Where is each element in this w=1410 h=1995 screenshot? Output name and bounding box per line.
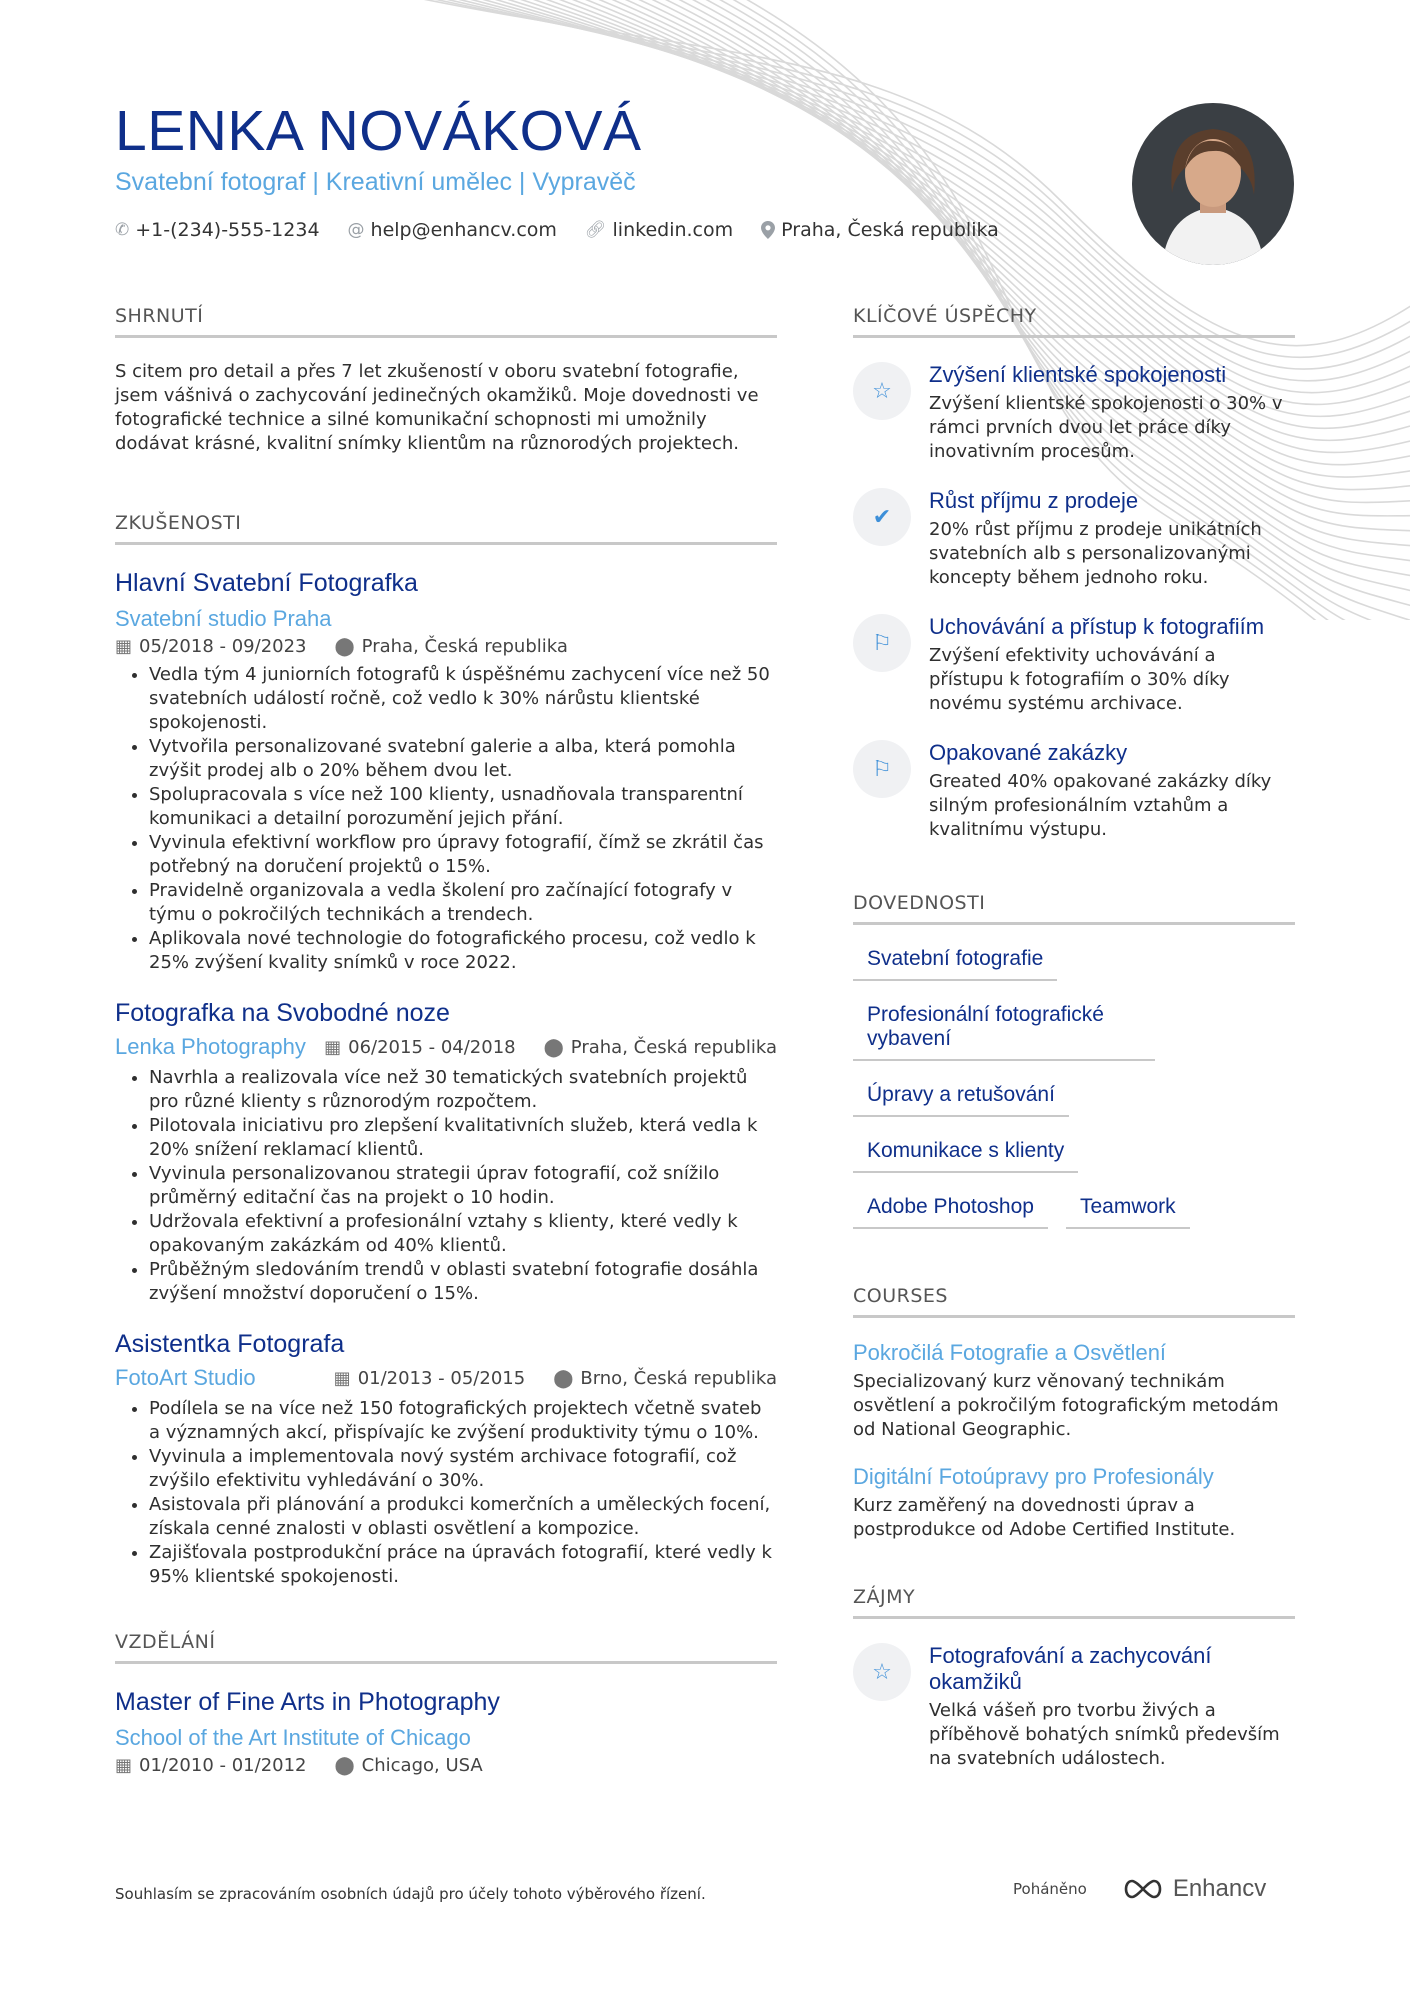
achievement-item: [853, 614, 1295, 716]
job-dates: 01/2013 - 05/2015: [357, 1367, 526, 1389]
summary-title: SHRNUTÍ: [115, 305, 777, 338]
skill-tag: Svatební fotografie: [853, 947, 1057, 981]
job-role: Hlavní Svatební Fotografka: [115, 569, 418, 597]
location-pin-icon: ⬤: [334, 636, 355, 657]
list-item: • Vyvinula personalizovanou strategii úprav fotografií, což snížilo průměrný editační čas na projekt o 10 hodin.: [149, 1162, 777, 1210]
job-meta: [334, 1368, 777, 1389]
course-text: Kurz zaměřený na dovednosti úprav a postprodukce od Adobe Certified Institute.: [853, 1495, 1236, 1540]
education-dates: 01/2010 - 01/2012: [139, 1755, 307, 1776]
check-icon: ✔: [853, 488, 911, 546]
list-item: • Spolupracovala s více než 100 klienty, usnadňovala transparentní komunikaci a detailní porozumění jejich přání.: [149, 783, 777, 831]
job-company: Lenka Photography: [115, 1034, 306, 1059]
list-item: • Navrhla a realizovala více než 30 tematických svatebních projektů pro různé klienty s různorodým rozpočtem.: [149, 1066, 777, 1114]
course-item: [853, 1340, 1295, 1442]
job-meta: [324, 1037, 777, 1058]
profile-photo: [1132, 103, 1294, 265]
job-dates: 06/2015 - 04/2018: [348, 1036, 516, 1058]
achievement-title: Opakované zakázky: [929, 740, 1128, 765]
experience-item: [115, 999, 777, 1306]
job-location: Praha, Česká republika: [570, 1036, 777, 1058]
achievement-text: Zvýšení efektivity uchovávání a přístupu k fotografiím o 30% díky novému systému archivace.: [929, 645, 1230, 714]
achievement-item: [853, 740, 1295, 842]
achievement-text: 20% růst příjmu z prodeje unikátních svatebních alb s personalizovanými koncepty během jednoho roku.: [929, 519, 1262, 588]
star-icon: ☆: [853, 362, 911, 420]
list-item: • Vyvinula efektivní workflow pro úpravy fotografií, čímž se zkrátil čas potřebný na doručení projektů o 15%.: [149, 831, 777, 879]
skill-tag: Profesionální fotografické vybavení: [853, 1003, 1155, 1061]
list-item: • Vedla tým 4 juniorních fotografů k úspěšnému zachycení více než 50 svatebních událostí ročně, což vedlo k 30% nárůstu klientské spokojenosti.: [149, 663, 777, 735]
candidate-tagline: Svatební fotograf | Kreativní umělec | Vypravěč: [115, 168, 636, 196]
contact-phone[interactable]: [115, 219, 320, 241]
list-item: • Podílela se na více než 150 fotografických projektech včetně svateb a významných akcí, přispívajíc ke zvýšení produktivity týmu o 10%.: [149, 1397, 777, 1445]
job-bullets: [115, 1066, 777, 1306]
list-item: • Pilotovala iniciativu pro zlepšení kvalitativních služeb, která vedla k 20% snížení reklamací klientů.: [149, 1114, 777, 1162]
list-item: • Vyvinula a implementovala nový systém archivace fotografií, což zvýšilo efektivitu vyhledávání o 30%.: [149, 1445, 777, 1493]
job-company-row: [115, 1365, 777, 1391]
interests-title: ZÁJMY: [853, 1586, 1295, 1619]
achievement-item: [853, 488, 1295, 590]
education-item: [115, 1688, 777, 1776]
school: School of the Art Institute of Chicago: [115, 1725, 471, 1750]
footer-branding: [1013, 1875, 1266, 1903]
calendar-icon: ▦: [324, 1036, 342, 1058]
achievements-title: KLÍČOVÉ ÚSPĚCHY: [853, 305, 1295, 338]
interest-item: [853, 1643, 1295, 1771]
consent-text: Souhlasím se zpracováním osobních údajů pro účely tohoto výběrového řízení.: [115, 1885, 706, 1903]
summary-text: S citem pro detail a přes 7 let zkušeností v oboru svatební fotografie, jsem vášnivá o zachycování jedinečných okamžiků. Moje dovednosti ve fotografické technice a silné komunikační schopnosti mi umožnily dodávat krásné, kvalitní snímky klientům na různorodých projektech.: [115, 361, 759, 454]
calendar-icon: ▦: [333, 1367, 351, 1389]
infinity-icon: [1121, 1877, 1165, 1901]
contact-list: [115, 219, 1115, 241]
phone-icon: ✆: [115, 220, 130, 240]
list-item: • Aplikovala nové technologie do fotografického procesu, což vedlo k 25% zvýšení kvality snímků v roce 2022.: [149, 927, 777, 975]
experience-item: [115, 1330, 777, 1589]
job-bullets: [115, 1397, 777, 1589]
list-item: • Udržovala efektivní a profesionální vztahy s klienty, které vedly k opakovaným zakázkám od 40% klientů.: [149, 1210, 777, 1258]
left-column: [115, 305, 777, 1776]
degree: Master of Fine Arts in Photography: [115, 1688, 500, 1716]
job-dates: 05/2018 - 09/2023: [139, 636, 307, 657]
phone-text: +1-(234)-555-1234: [135, 219, 320, 241]
job-role: Asistentka Fotografa: [115, 1330, 345, 1358]
location-text: Praha, Česká republika: [781, 219, 999, 241]
at-icon: @: [347, 220, 365, 240]
job-company: FotoArt Studio: [115, 1365, 256, 1390]
link-icon: 🔗︎: [584, 220, 607, 240]
achievement-title: Růst příjmu z prodeje: [929, 488, 1139, 513]
location-pin-icon: [761, 221, 775, 239]
experience-title: ZKUŠENOSTI: [115, 512, 777, 545]
list-item: • Zajišťovala postprodukční práce na úpravách fotografií, které vedly k 95% klientské spokojenosti.: [149, 1541, 777, 1589]
achievement-title: Zvýšení klientské spokojenosti: [929, 362, 1227, 387]
job-role: Fotografka na Svobodné noze: [115, 999, 450, 1027]
course-text: Specializovaný kurz věnovaný technikám osvětlení a pokročilým fotografickým metodám od National Geographic.: [853, 1371, 1279, 1440]
contact-linkedin[interactable]: [585, 219, 733, 241]
avatar: [1132, 103, 1294, 265]
list-item: • Pravidelně organizovala a vedla školení pro začínající fotografy v týmu o pokročilých technikách a trendech.: [149, 879, 777, 927]
email-text: help@enhancv.com: [370, 219, 557, 241]
job-company: Svatební studio Praha: [115, 606, 332, 631]
job-company-row: [115, 1034, 777, 1060]
education-meta: [115, 1755, 777, 1776]
contact-email[interactable]: [348, 219, 557, 241]
course-title: Pokročilá Fotografie a Osvětlení: [853, 1340, 1167, 1365]
skill-tag: Úpravy a retušování: [853, 1083, 1069, 1117]
powered-by-text: Poháněno: [1013, 1880, 1087, 1898]
list-item: • Průběžným sledováním trendů v oblasti svatební fotografie dosáhla zvýšení množství doporučení o 15%.: [149, 1258, 777, 1306]
skill-tag: Teamwork: [1066, 1195, 1190, 1229]
resume-header: [115, 100, 1115, 241]
contact-location: [761, 219, 999, 241]
job-location: Praha, Česká republika: [361, 636, 568, 657]
job-location: Brno, Česká republika: [580, 1367, 777, 1389]
skill-tag: Komunikace s klienty: [853, 1139, 1078, 1173]
star-icon: ☆: [853, 1643, 911, 1701]
course-item: [853, 1464, 1295, 1542]
interest-text: Velká vášeň pro tvorbu živých a příběhově bohatých snímků především na svatebních událostech.: [929, 1700, 1280, 1769]
experience-item: [115, 569, 777, 975]
linkedin-text: linkedin.com: [612, 219, 734, 241]
enhancv-logo[interactable]: [1121, 1875, 1266, 1903]
courses-title: COURSES: [853, 1285, 1295, 1318]
achievement-item: [853, 362, 1295, 464]
location-pin-icon: ⬤: [334, 1755, 355, 1776]
flag-icon: ⚐: [853, 740, 911, 798]
skills-title: DOVEDNOSTI: [853, 892, 1295, 925]
achievement-title: Uchovávání a přístup k fotografiím: [929, 614, 1265, 639]
candidate-name: LENKA NOVÁKOVÁ: [115, 99, 642, 163]
location-pin-icon: ⬤: [543, 1036, 564, 1058]
right-column: [853, 305, 1295, 1771]
skills-list: [853, 947, 1295, 1229]
education-location: Chicago, USA: [361, 1755, 483, 1776]
job-meta: [115, 636, 777, 657]
achievement-text: Greated 40% opakované zakázky díky silným profesionálním vztahům a kvalitnímu výstupu.: [929, 771, 1272, 840]
course-title: Digitální Fotoúpravy pro Profesionály: [853, 1464, 1214, 1489]
skill-tag: Adobe Photoshop: [853, 1195, 1048, 1229]
list-item: • Asistovala při plánování a produkci komerčních a uměleckých focení, získala cenné znalosti v oblasti osvětlení a kompozice.: [149, 1493, 777, 1541]
interest-title: Fotografování a zachycování okamžiků: [929, 1643, 1212, 1694]
location-pin-icon: ⬤: [553, 1367, 574, 1389]
list-item: • Vytvořila personalizované svatební galerie a alba, která pomohla zvýšit prodej alb o 20% během dvou let.: [149, 735, 777, 783]
brand-name: Enhancv: [1172, 1875, 1267, 1902]
flag-icon: ⚐: [853, 614, 911, 672]
job-bullets: [115, 663, 777, 975]
calendar-icon: ▦: [115, 636, 133, 657]
education-title: VZDĚLÁNÍ: [115, 1631, 777, 1664]
calendar-icon: ▦: [115, 1755, 133, 1776]
achievement-text: Zvýšení klientské spokojenosti o 30% v rámci prvních dvou let práce díky inovativním procesům.: [929, 393, 1283, 462]
